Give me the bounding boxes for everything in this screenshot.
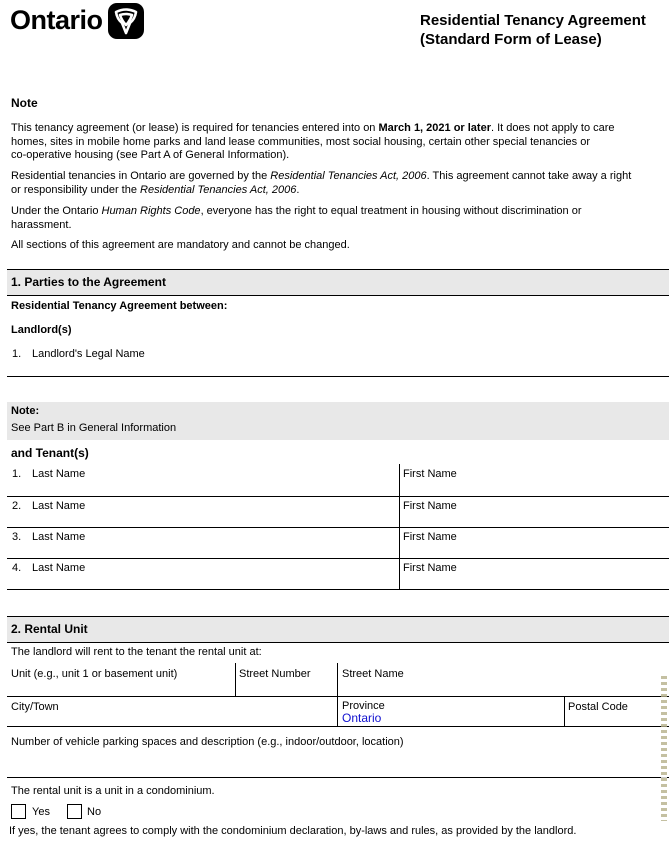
first-name-label: First Name [403, 531, 457, 543]
column-divider [399, 464, 400, 590]
street-name-label: Street Name [342, 668, 404, 680]
divider [7, 589, 669, 590]
tenant-number: 3. [12, 531, 22, 543]
last-name-label: Last Name [32, 531, 86, 543]
agreement-between-label: Residential Tenancy Agreement between: [11, 300, 228, 312]
note-box-heading: Note: [11, 405, 40, 417]
tenant-number: 1. [12, 468, 22, 480]
tenant-2-first-name-field[interactable] [400, 497, 669, 527]
section-1-header [7, 269, 669, 296]
province-label: Province [342, 700, 385, 712]
title-line-2: (Standard Form of Lease) [420, 31, 602, 48]
note-box-part-b [7, 402, 669, 440]
form-code-vertical [661, 676, 667, 821]
note-box-text: See Part B in General Information [11, 422, 177, 434]
condo-note: If yes, the tenant agrees to comply with the condominium declaration, by-laws and rules, as provided by the landlord. [9, 825, 577, 837]
province-field[interactable] [338, 697, 564, 726]
divider [7, 777, 669, 778]
no-label: No [87, 805, 102, 818]
unit-label: Unit (e.g., unit 1 or basement unit) [11, 668, 178, 680]
city-label: City/Town [11, 701, 59, 713]
note-paragraph-4: All sections of this agreement are mandatory and cannot be changed. [11, 239, 350, 251]
tenant-1-first-name-field[interactable] [400, 464, 669, 496]
field-number: 1. [12, 348, 22, 360]
landlord-name-field-1[interactable] [7, 342, 669, 376]
street-number-label: Street Number [239, 668, 311, 680]
city-field[interactable] [7, 697, 337, 726]
parking-field[interactable] [7, 727, 661, 777]
tenant-3-last-name-field[interactable] [7, 528, 399, 558]
tenant-number: 2. [12, 500, 22, 512]
last-name-label: Last Name [32, 468, 86, 480]
ontario-logo-text: Ontario [10, 5, 103, 35]
postal-code-field[interactable] [565, 697, 661, 726]
section-1-title: 1. Parties to the Agreement [11, 275, 166, 289]
note-heading: Note [11, 96, 38, 110]
checkbox-no[interactable] [67, 804, 82, 819]
postal-code-label: Postal Code [568, 701, 628, 713]
last-name-label: Last Name [32, 500, 86, 512]
tenant-1-last-name-field[interactable] [7, 464, 399, 496]
condo-question: The rental unit is a unit in a condominium. [11, 785, 215, 797]
tenant-number: 4. [12, 562, 22, 574]
tenant-4-last-name-field[interactable] [7, 559, 399, 589]
first-name-label: First Name [403, 562, 457, 574]
rental-unit-intro: The landlord will rent to the tenant the rental unit at: [11, 646, 262, 658]
note-paragraph-2: Residential tenancies in Ontario are governed by the Residential Tenancies Act, 2006. This agreement cannot take away a right or responsibility under the Residential Tenancies Act, 2006. [11, 170, 632, 196]
condo-no-checkbox[interactable] [67, 804, 101, 819]
province-value: Ontario [342, 711, 382, 725]
section-2-header [7, 616, 669, 643]
tenant-3-first-name-field[interactable] [400, 528, 669, 558]
tenant-2-last-name-field[interactable] [7, 497, 399, 527]
last-name-label: Last Name [32, 562, 86, 574]
condo-yes-checkbox[interactable] [11, 804, 50, 819]
street-name-field[interactable] [338, 663, 661, 696]
checkbox-yes[interactable] [11, 804, 26, 819]
note-paragraph-3: Under the Ontario Human Rights Code, everyone has the right to equal treatment in housing without discrimination or harassment. [11, 205, 582, 231]
note-paragraph-1: This tenancy agreement (or lease) is required for tenancies entered into on March 1, 2021 or later. It does not apply to care homes, sites in mobile home parks and land lease communities, most social housing, certain other special tenancies or co-operative housing (see Part A of General Information). [11, 122, 615, 161]
parking-label: Number of vehicle parking spaces and description (e.g., indoor/outdoor, location) [11, 736, 404, 748]
divider [7, 376, 669, 377]
landlord-name-label: Landlord's Legal Name [32, 348, 145, 360]
tenant-4-first-name-field[interactable] [400, 559, 669, 589]
first-name-label: First Name [403, 468, 457, 480]
yes-label: Yes [32, 805, 50, 818]
first-name-label: First Name [403, 500, 457, 512]
section-2-title: 2. Rental Unit [11, 622, 88, 636]
title-line-1: Residential Tenancy Agreement [420, 12, 646, 29]
document-title [420, 11, 646, 49]
unit-field[interactable] [7, 663, 235, 696]
landlords-label: Landlord(s) [11, 324, 72, 336]
tenants-label: and Tenant(s) [11, 446, 89, 460]
street-number-field[interactable] [236, 663, 337, 696]
trillium-icon [108, 3, 144, 39]
